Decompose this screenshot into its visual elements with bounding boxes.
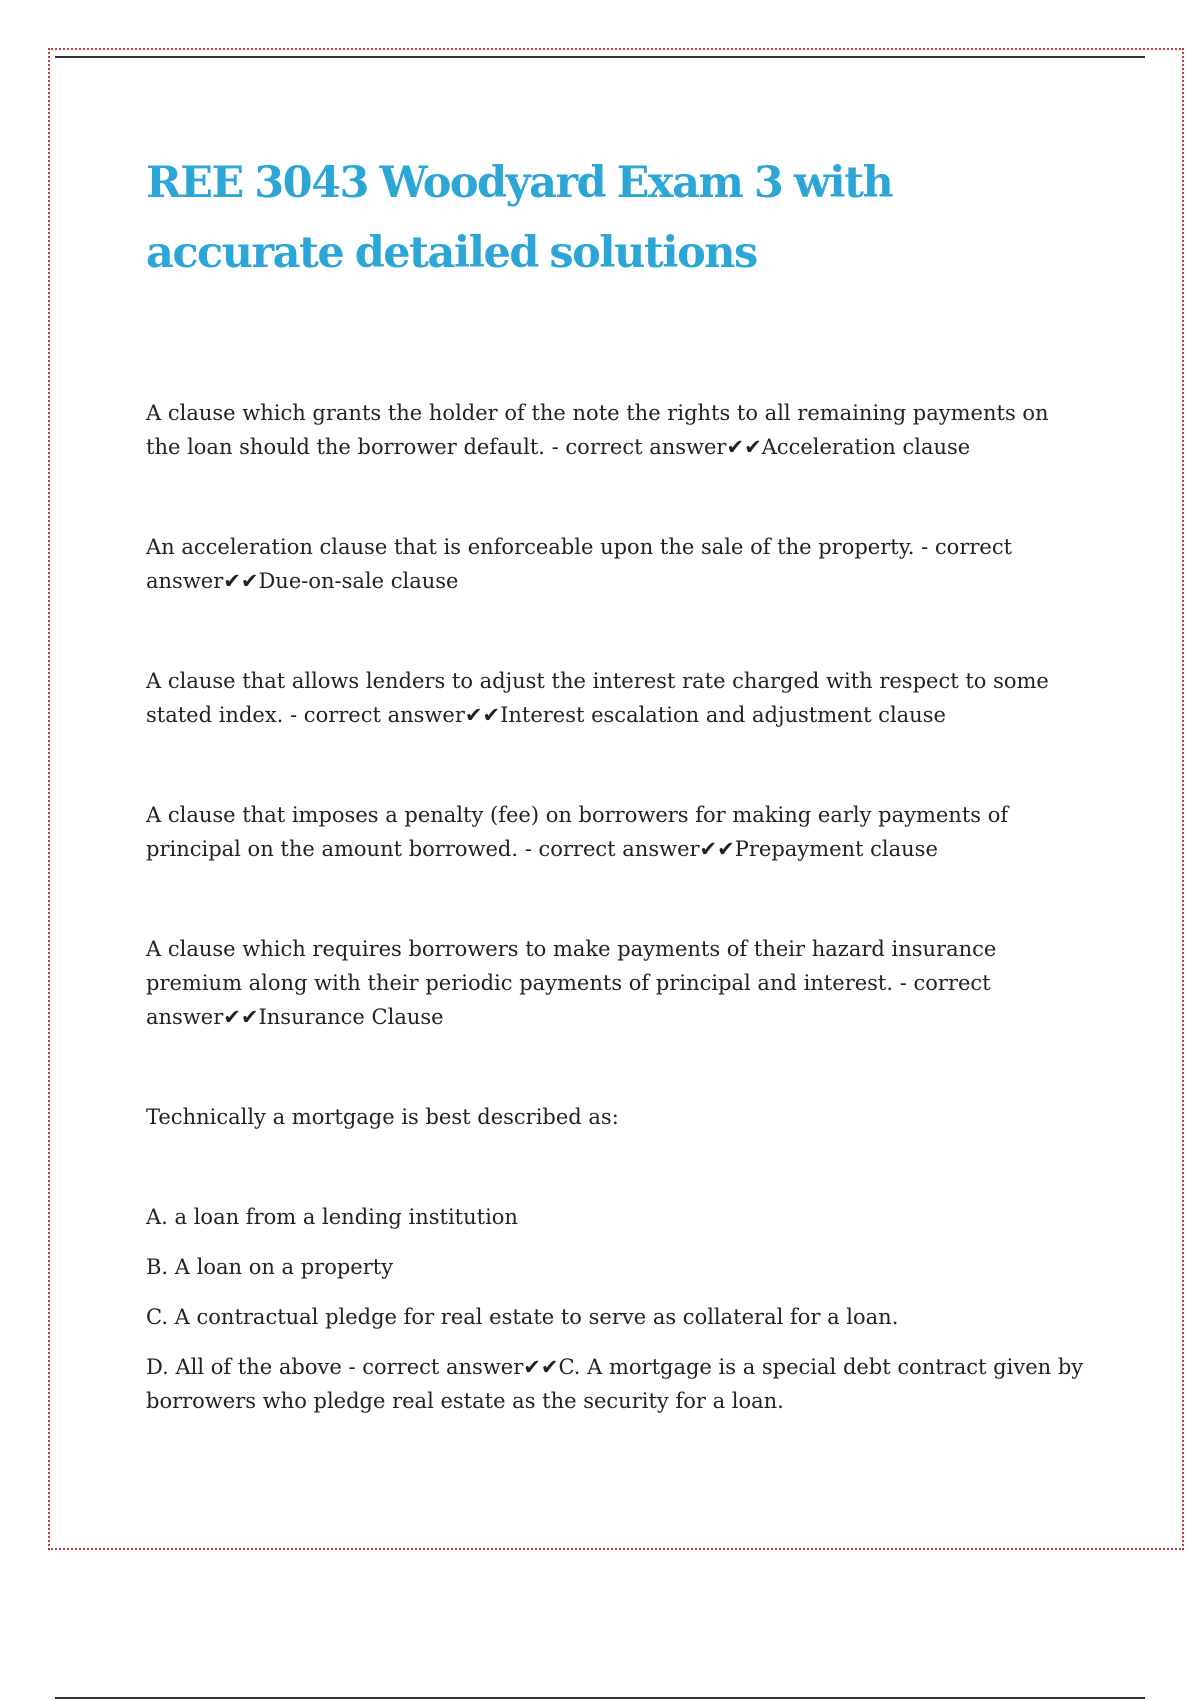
- qa-item-5: [146, 932, 1086, 1034]
- mc-options: [146, 1200, 1086, 1418]
- answer-separator: - correct answer: [544, 435, 727, 459]
- answer-separator: - correct answer: [283, 703, 465, 727]
- answer-separator: - correct answer: [518, 837, 700, 861]
- question-text: A clause which requires borrowers to make payments of their hazard insurance premium along with their periodic payments of principal and interest.: [146, 937, 997, 995]
- checkmark-icon: ✔✔: [523, 1355, 559, 1379]
- qa-item-2: [146, 530, 1086, 598]
- answer-text: Acceleration clause: [761, 435, 971, 459]
- checkmark-icon: ✔✔: [223, 1005, 259, 1029]
- document-title: REE 3043 Woodyard Exam 3 with accurate detailed solutions: [146, 158, 893, 278]
- top-rule: [55, 56, 1145, 58]
- question-text: A clause which grants the holder of the note the rights to all remaining payments on the loan should the borrower default.: [146, 401, 1049, 459]
- checkmark-icon: ✔✔: [699, 837, 735, 861]
- answer-separator: - correct answer: [146, 971, 991, 1029]
- bottom-rule: [55, 1697, 1145, 1699]
- mc-option-a: A. a loan from a lending institution: [146, 1205, 518, 1229]
- mc-option-d: [146, 1350, 1086, 1418]
- checkmark-icon: ✔✔: [726, 435, 762, 459]
- option-text: D. All of the above: [146, 1355, 342, 1379]
- document-body: [146, 148, 1086, 1434]
- answer-text: Insurance Clause: [258, 1005, 444, 1029]
- qa-item-3: [146, 664, 1086, 732]
- answer-separator: - correct answer: [146, 535, 1013, 593]
- question-text: A clause that allows lenders to adjust the interest rate charged with respect to some stated index.: [146, 669, 1049, 727]
- question-text: A clause that imposes a penalty (fee) on borrowers for making early payments of principal on the amount borrowed.: [146, 803, 1009, 861]
- qa-item-4: [146, 798, 1086, 866]
- mc-option-c: C. A contractual pledge for real estate to serve as collateral for a loan.: [146, 1305, 899, 1329]
- answer-separator: - correct answer: [341, 1355, 524, 1379]
- question-text: An acceleration clause that is enforceable upon the sale of the property.: [146, 535, 915, 559]
- mc-question-stem: Technically a mortgage is best described as:: [146, 1105, 619, 1129]
- mc-option-b: B. A loan on a property: [146, 1255, 394, 1279]
- qa-item-1: [146, 396, 1086, 464]
- answer-text: Prepayment clause: [734, 837, 938, 861]
- checkmark-icon: ✔✔: [464, 703, 501, 727]
- answer-text: Interest escalation and adjustment clause: [500, 703, 946, 727]
- answer-text: C. A mortgage is a special debt contract given by borrowers who pledge real estate as the security for a loan.: [146, 1355, 1084, 1413]
- answer-text: Due-on-sale clause: [258, 569, 459, 593]
- checkmark-icon: ✔✔: [223, 569, 259, 593]
